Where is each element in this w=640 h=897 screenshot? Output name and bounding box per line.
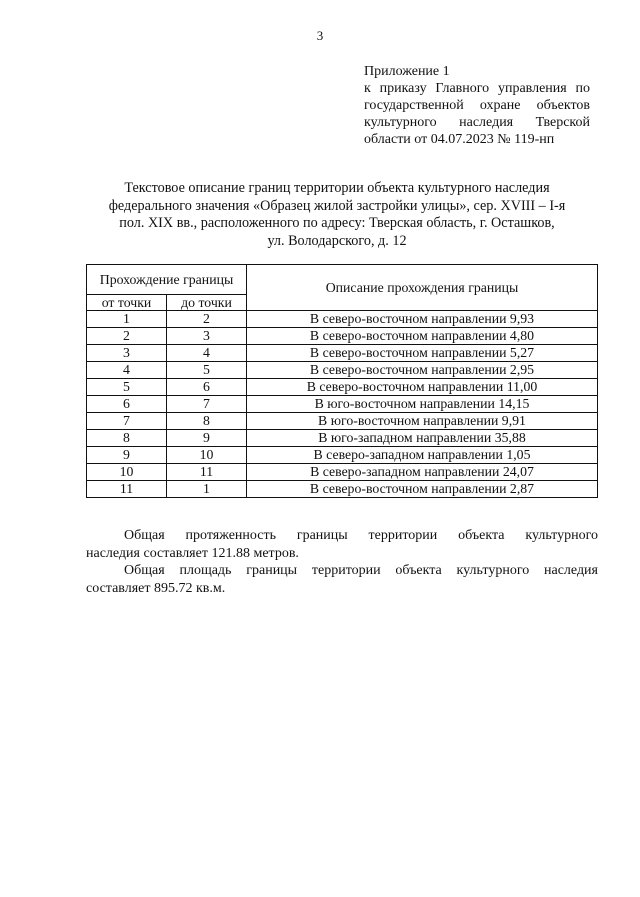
cell-from-point: 6 <box>87 396 167 413</box>
paragraph-line: составляет 895.72 кв.м. <box>86 581 226 596</box>
appendix-line: культурного наследия Тверской <box>364 115 590 130</box>
boundary-table <box>86 264 598 498</box>
table-row <box>87 328 598 345</box>
cell-from-point: 5 <box>87 379 167 396</box>
cell-description: В северо-восточном направлении 2,95 <box>247 362 598 379</box>
page-number: 3 <box>316 28 324 43</box>
table-row <box>87 362 598 379</box>
cell-description: В северо-восточном направлении 2,87 <box>247 481 598 498</box>
header-to-point: до точки <box>167 295 247 311</box>
cell-description: В юго-восточном направлении 14,15 <box>247 396 598 413</box>
title-line: ул. Володарского, д. 12 <box>267 232 407 249</box>
table-row <box>87 311 598 328</box>
table-row <box>87 447 598 464</box>
cell-from-point: 1 <box>87 311 167 328</box>
title-line: пол. XIX вв., расположенного по адресу: Тверская область, г. Осташков, <box>119 215 555 231</box>
appendix-block <box>364 63 590 148</box>
cell-description: В северо-восточном направлении 9,93 <box>247 311 598 328</box>
appendix-title: Приложение 1 <box>364 64 450 79</box>
cell-description: В юго-восточном направлении 9,91 <box>247 413 598 430</box>
cell-to-point: 5 <box>167 362 247 379</box>
cell-from-point: 2 <box>87 328 167 345</box>
cell-description: В северо-восточном направлении 11,00 <box>247 379 598 396</box>
cell-to-point: 1 <box>167 481 247 498</box>
table-row <box>87 396 598 413</box>
table-row <box>87 430 598 447</box>
table-body <box>87 311 598 498</box>
table-row <box>87 379 598 396</box>
cell-from-point: 3 <box>87 345 167 362</box>
cell-to-point: 10 <box>167 447 247 464</box>
cell-from-point: 7 <box>87 413 167 430</box>
cell-from-point: 11 <box>87 481 167 498</box>
cell-to-point: 7 <box>167 396 247 413</box>
cell-from-point: 4 <box>87 362 167 379</box>
cell-to-point: 6 <box>167 379 247 396</box>
cell-description: В северо-западном направлении 24,07 <box>247 464 598 481</box>
header-boundary-passage: Прохождение границы <box>87 265 247 295</box>
title-line: Текстовое описание границ территории объекта культурного наследия <box>124 180 550 196</box>
total-length-paragraph <box>86 527 598 563</box>
table-row <box>87 413 598 430</box>
cell-to-point: 4 <box>167 345 247 362</box>
paragraph-line: Общая площадь границы территории объекта культурного наследия <box>124 563 598 578</box>
table-row <box>87 464 598 481</box>
cell-description: В юго-западном направлении 35,88 <box>247 430 598 447</box>
table-row <box>87 345 598 362</box>
paragraph-line: Общая протяженность границы территории объекта культурного <box>124 528 598 543</box>
title-line: федерального значения «Образец жилой застройки улицы», сер. XVIII – I-я <box>108 197 566 214</box>
paragraph-line: наследия составляет 121.88 метров. <box>86 546 299 561</box>
header-from-point: от точки <box>87 295 167 311</box>
cell-description: В северо-западном направлении 1,05 <box>247 447 598 464</box>
total-area-paragraph <box>86 562 598 598</box>
cell-to-point: 9 <box>167 430 247 447</box>
appendix-line: к приказу Главного управления по <box>364 81 590 96</box>
cell-from-point: 9 <box>87 447 167 464</box>
document-title <box>72 180 602 250</box>
table-row <box>87 481 598 498</box>
cell-to-point: 3 <box>167 328 247 345</box>
cell-description: В северо-восточном направлении 5,27 <box>247 345 598 362</box>
cell-description: В северо-восточном направлении 4,80 <box>247 328 598 345</box>
cell-to-point: 8 <box>167 413 247 430</box>
appendix-line: области от 04.07.2023 № 119-нп <box>364 132 555 147</box>
cell-from-point: 10 <box>87 464 167 481</box>
appendix-line: государственной охране объектов <box>364 98 590 113</box>
cell-from-point: 8 <box>87 430 167 447</box>
cell-to-point: 11 <box>167 464 247 481</box>
cell-to-point: 2 <box>167 311 247 328</box>
header-description: Описание прохождения границы <box>247 265 598 311</box>
